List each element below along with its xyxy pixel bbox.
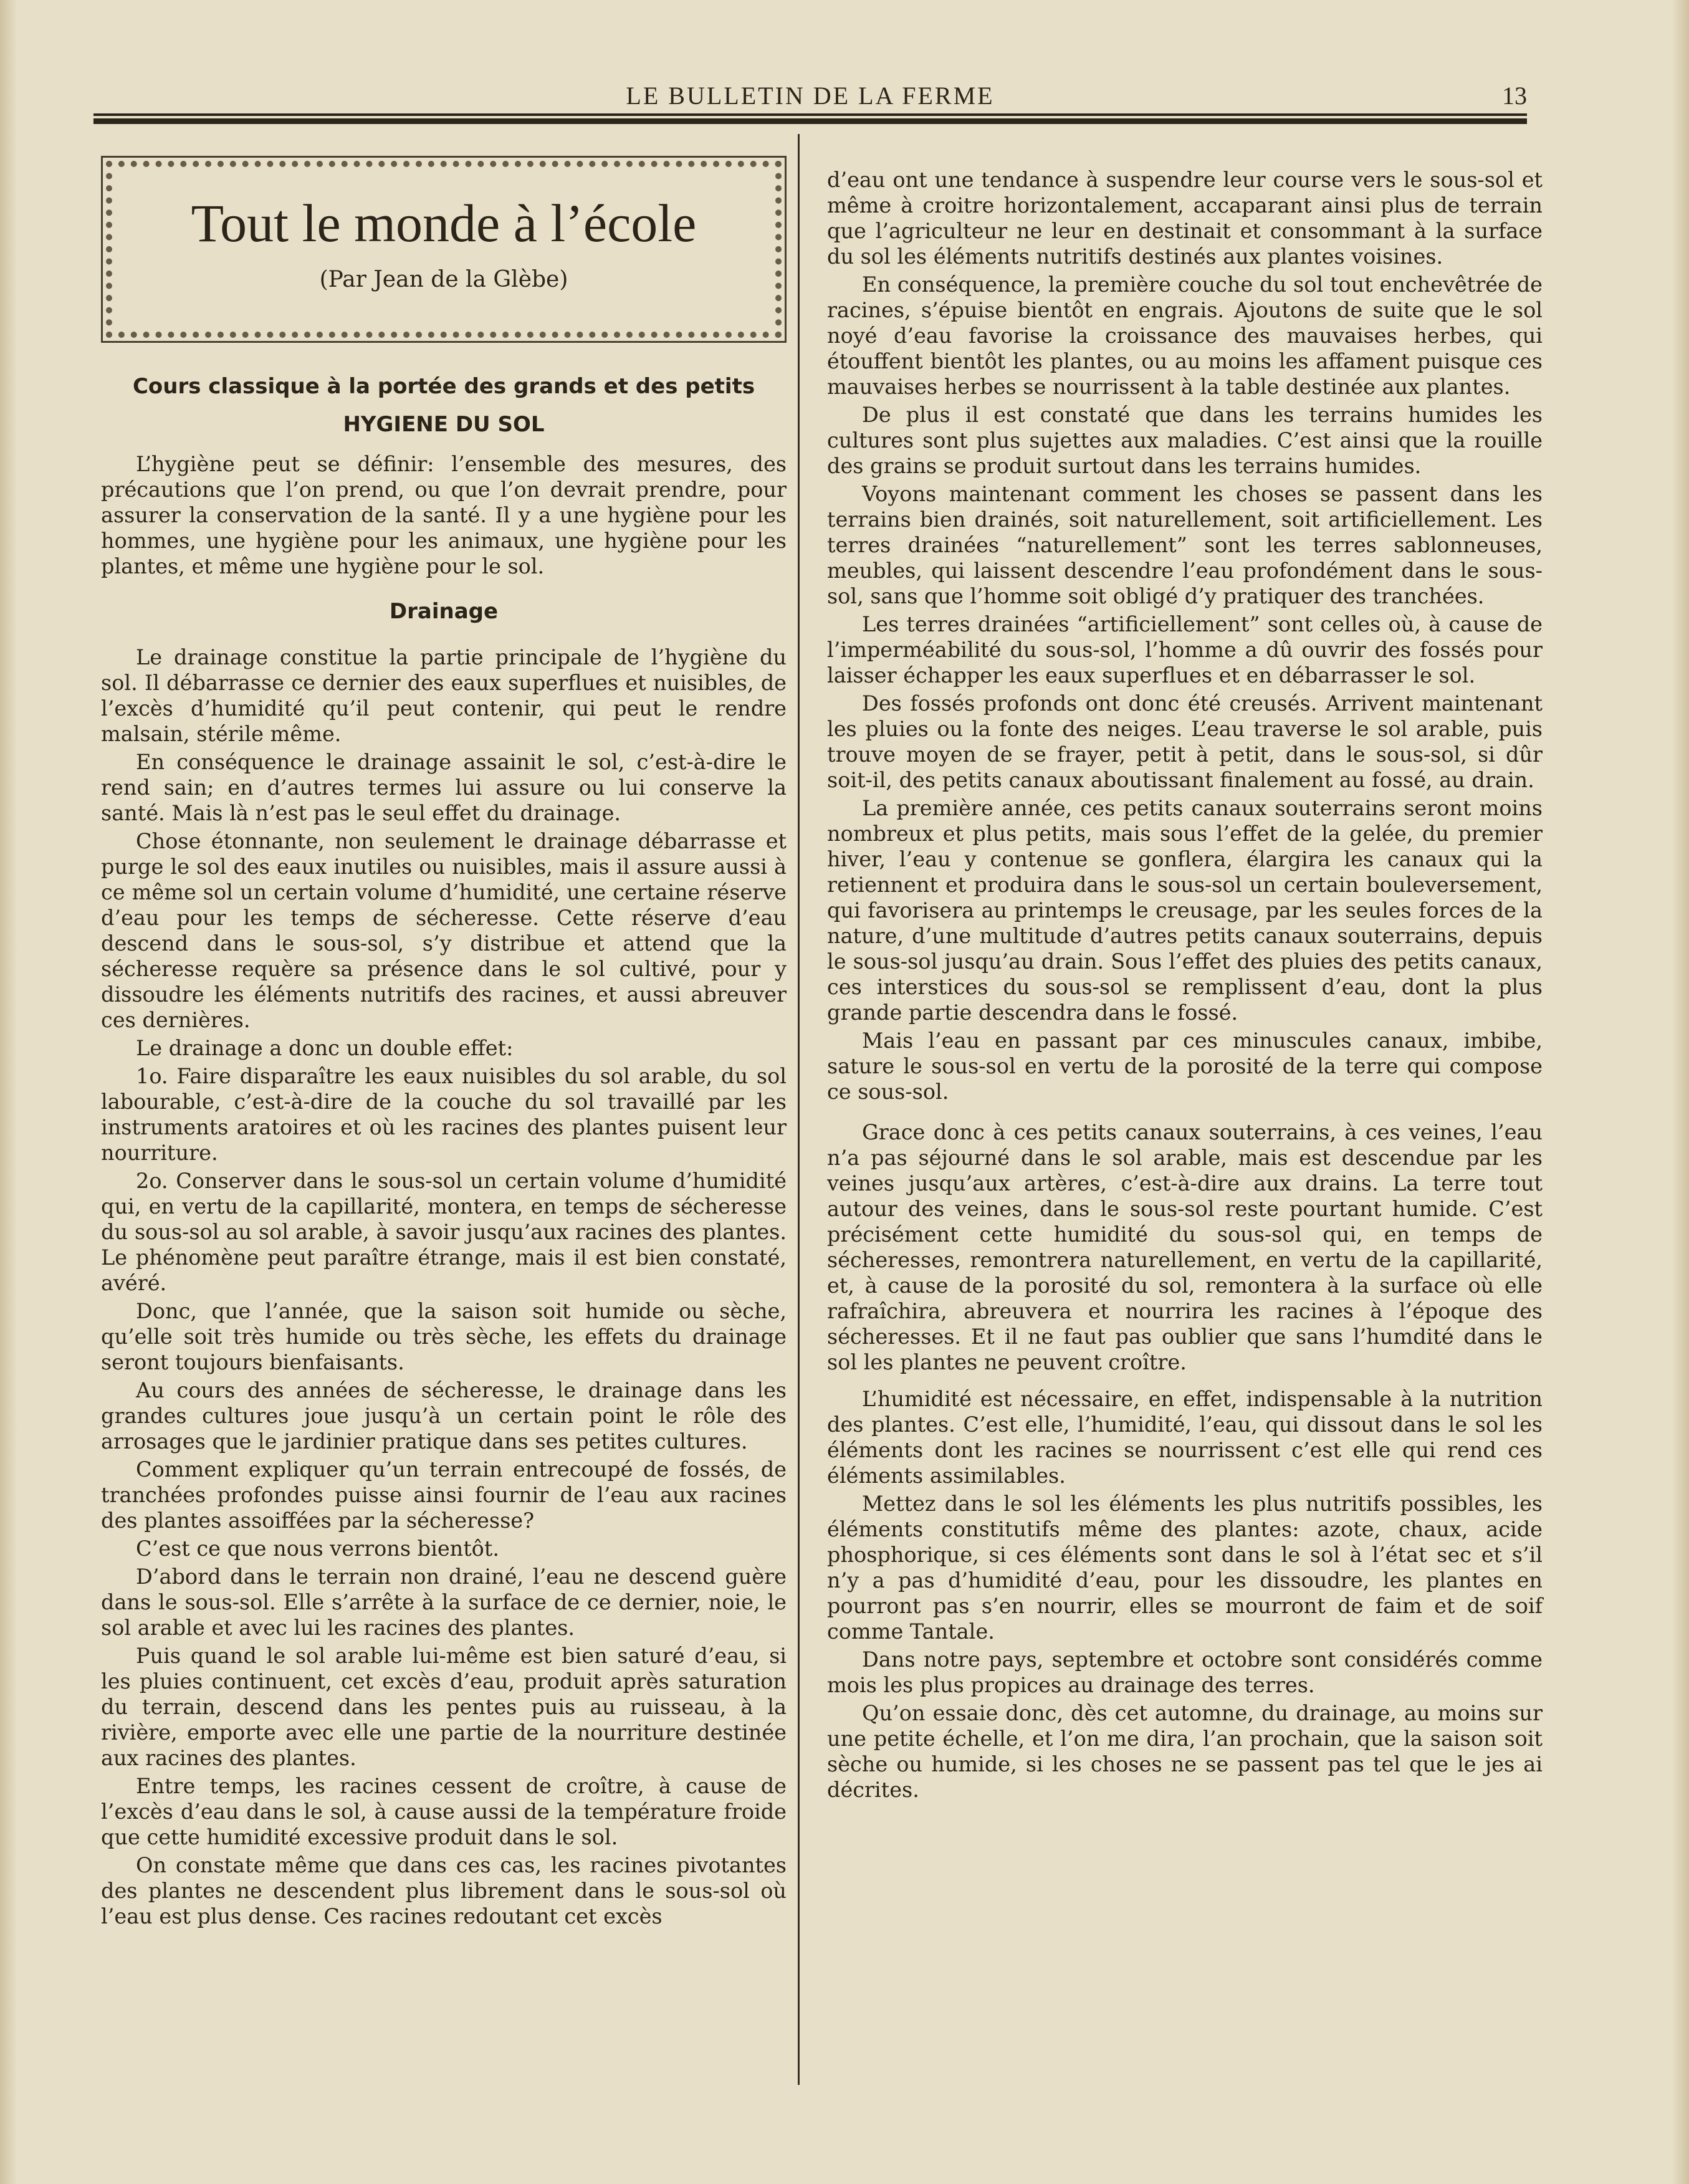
paragraph: Grace donc à ces petits canaux souterrains, à ces veines, l’eau n’a pas séjourné dans le sol arable, mais est descendue par les veines jusqu’aux artères, c’est-à-dire aux drains. La terre tout autour des veines, dans le sous-sol reste pourtant humide. C’est précisément cette humidité du sous-sol qui, en temps de sécheresses, remontrera naturellement, en vertu de la capillarité, et, à cause de la porosité du sol, remontera à la surface où elle rafraîchira, abreuvera et nourrira les racines à l’époque des sécheresses. Et il ne faut pas oublier que sans l’humdité dans le sol les plantes ne peuvent croître. (827, 1120, 1543, 1374)
paragraph: d’eau ont une tendance à suspendre leur course vers le sous-sol et même à croitre horizontalement, accaparant ainsi plus de terrain que l’agriculteur ne leur en destinait et consommant à la surface du sol les éléments nutritifs destinés aux plantes voisines. (827, 168, 1543, 269)
paragraph: Mettez dans le sol les éléments les plus nutritifs possibles, les éléments constitutifs même des plantes: azote, chaux, acide phosphorique, si ces éléments sont dans le sol à l’état sec et s’il n’y a pas d’humidité d’eau, pour les dissoudre, les plantes en pourront pas s’en nourrir, elles se mourront de faim et de soif comme Tantale. (827, 1492, 1543, 1644)
paragraph: Le drainage constitue la partie principale de l’hygiène du sol. Il débarrasse ce dernier des eaux superflues et nuisibles, de l’excès d’humidité qu’il peut contenir, qui peut le rendre malsain, stérile même. (101, 645, 787, 746)
paragraph: Entre temps, les racines cessent de croître, à cause de l’excès d’eau dans le sol, à cause aussi de la température froide que cette humidité excessive produit dans le sol. (101, 1774, 787, 1849)
spacer (827, 1107, 1543, 1119)
paragraph: En conséquence le drainage assainit le sol, c’est-à-dire le rend sain; en d’autres termes lui assure ou lui conserve la santé. Mais là n’est pas le seul effet du drainage. (101, 750, 787, 825)
paragraph: Voyons maintenant comment les choses se passent dans les terrains bien drainés, soit naturellement, soit artificiellement. Les terres drainées “naturellement” sont les terres sablonneuses, meubles, qui laissent descendre l’eau profondément dans le sous-sol, sans que l’homme soit obligé d’y pratiquer des tranchées. (827, 482, 1543, 608)
paragraph: D’abord dans le terrain non drainé, l’eau ne descend guère dans le sous-sol. Elle s’arrête à la surface de ce dernier, noie, le sol arable et avec lui les racines des plantes. (101, 1564, 787, 1640)
title-box (101, 156, 787, 343)
paragraph: C’est ce que nous verrons bientôt. (136, 1536, 499, 1561)
paragraph: Dans notre pays, septembre et octobre sont considérés comme mois les plus propices au drainage des terres. (827, 1647, 1543, 1697)
publication-title: LE BULLETIN DE LA FERME (626, 82, 995, 110)
right-column (827, 167, 1543, 1805)
spacer (827, 1377, 1543, 1386)
subsection-title: Drainage (389, 599, 499, 624)
paragraph: La première année, ces petits canaux souterrains seront moins nombreux et plus petits, mais sous l’effet de la gelée, du premier hiver, l’eau y contenue se gonflera, élargira les canaux qui la retiennent et produira dans le sous-sol un certain bouleversement, qui favorisera au printemps le creusage, par les seules forces de la nature, d’une multitude d’autres petits canaux souterrains, depuis le sous-sol jusqu’au drain. Sous l’effet des pluies des petits canaux, ces interstices du sous-sol se remplissent d’eau, dont la plus grande partie descendra dans le fossé. (827, 796, 1543, 1025)
intro-paragraph: L’hygiène peut se définir: l’ensemble des mesures, des précautions que l’on prend, ou que l’on devrait prendre, pour assurer la conservation de la santé. Il y a une hygiène pour les hommes, une hygiène pour les animaux, une hygiène pour les plantes, et même une hygiène pour le sol. (101, 452, 787, 578)
header-rule (93, 113, 1527, 116)
paragraph: Mais l’eau en passant par ces minuscules canaux, imbibe, sature le sous-sol en vertu de la porosité de la terre qui compose ce sous-sol. (827, 1028, 1543, 1104)
header-rule-thick (93, 118, 1527, 124)
paragraph: Comment expliquer qu’un terrain entrecoupé de fossés, de tranchées profondes puisse ainsi fournir de l’eau aux racines des plantes assoiffées par la sécheresse? (101, 1457, 787, 1533)
page-edge-right (1672, 0, 1689, 2184)
paragraph: On constate même que dans ces cas, les racines pivotantes des plantes ne descendent plus librement dans le sous-sol où l’eau est plus dense. Ces racines redoutant cet excès (101, 1853, 787, 1928)
paragraph: Chose étonnante, non seulement le drainage débarrasse et purge le sol des eaux inutiles ou nuisibles, mais il assure aussi à ce même sol un certain volume d’humidité, une certaine réserve d’eau pour les temps de sécheresse. Cette réserve d’eau descend dans le sous-sol, s’y distribue et attend que la sécheresse requère sa présence dans le sol cultivé, pour y dissoudre les éléments nutritifs des racines, et aussi abreuver ces dernières. (101, 829, 787, 1032)
section-title: HYGIENE DU SOL (343, 412, 545, 437)
paragraph: Le drainage a donc un double effet: (136, 1036, 514, 1060)
paragraph: En conséquence, la première couche du sol tout enchevêtrée de racines, s’épuise bientôt en engrais. Ajoutons de suite que le sol noyé d’eau favorise la croissance des mauvaises herbes, qui étouffent bientôt les plantes, ou au moins les affament puisque ces mauvaises herbes se nourrissent à la table destinée aux plantes. (827, 272, 1543, 399)
column-divider (798, 134, 800, 2085)
left-column (101, 156, 787, 1932)
paragraph: De plus il est constaté que dans les terrains humides les cultures sont plus sujettes aux maladies. C’est ainsi que la rouille des grains se produit surtout dans les terrains humides. (827, 403, 1543, 478)
byline: (Par Jean de la Glèbe) (319, 267, 568, 292)
paragraph: L’humidité est nécessaire, en effet, indispensable à la nutrition des plantes. C’est elle, l’humidité, l’eau, qui dissout dans le sol les éléments dont les racines se nourrissent c’est elle qui rend ces éléments assimilables. (827, 1387, 1543, 1488)
paragraph: Qu’on essaie donc, dès cet automne, du drainage, au moins sur une petite échelle, et l’on me dira, l’an prochain, que la saison soit sèche ou humide, si les choses ne se passent pas tel que le jes ai décrites. (827, 1701, 1543, 1802)
subtitle: Cours classique à la portée des grands et des petits (132, 374, 755, 399)
paragraph: Des fossés profonds ont donc été creusés. Arrivent maintenant les pluies ou la fonte des neiges. L’eau traverse le sol arable, puis trouve moyen de se frayer, petit à petit, dans le sous-sol, si dûr soit-il, des petits canaux aboutissant finalement au fossé, au drain. (827, 691, 1543, 792)
paragraph: Donc, que l’année, que la saison soit humide ou sèche, qu’elle soit très humide ou très sèche, les effets du drainage seront toujours bienfaisants. (101, 1299, 787, 1374)
page-number: 13 (1502, 82, 1527, 110)
paragraph: Les terres drainées “artificiellement” sont celles où, à cause de l’imperméabilité du sous-sol, l’homme a dû ouvrir des fossés pour laisser échapper les eaux superflues et en débarrasser le sol. (827, 612, 1543, 687)
paragraph: 1o. Faire disparaître les eaux nuisibles du sol arable, du sol labourable, c’est-à-dire de la couche du sol travaillé par les instruments aratoires et où les racines des plantes puisent leur nourriture. (101, 1064, 787, 1165)
paragraph: Au cours des années de sécheresse, le drainage dans les grandes cultures joue jusqu’à un certain point le rôle des arrosages que le jardinier pratique dans ses petites cultures. (101, 1378, 787, 1454)
article-title: Tout le monde à l’école (191, 193, 697, 253)
paragraph: 2o. Conserver dans le sous-sol un certain volume d’humidité qui, en vertu de la capillarité, montera, en temps de sécheresse du sous-sol au sol arable, à savoir jusqu’aux racines des plantes. Le phénomène peut paraître étrange, mais il est bien constaté, avéré. (101, 1169, 787, 1295)
page-header (93, 81, 1527, 116)
page-edge-left (0, 0, 17, 2184)
paragraph: Puis quand le sol arable lui-même est bien saturé d’eau, si les pluies continuent, cet excès d’eau, produit après saturation du terrain, descend dans les pentes puis au ruisseau, à la rivière, emporte avec elle une partie de la nourriture destinée aux racines des plantes. (101, 1644, 787, 1770)
